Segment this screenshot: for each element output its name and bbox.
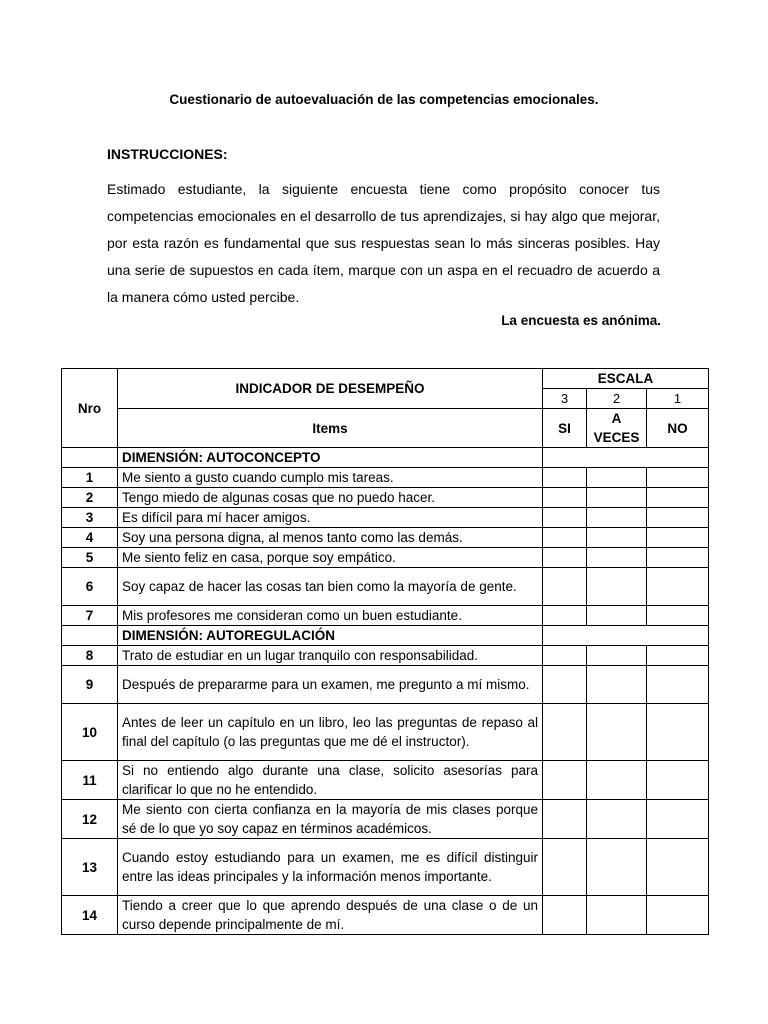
item-row <box>62 646 709 666</box>
answer-box-no[interactable] <box>647 839 709 896</box>
answer-box-no[interactable] <box>647 704 709 761</box>
answer-box-si[interactable] <box>543 606 587 626</box>
scale-label-no: NO <box>647 409 709 448</box>
answer-box-si[interactable] <box>543 666 587 704</box>
instructions-heading: INSTRUCCIONES: <box>107 146 228 162</box>
answer-box-a-veces[interactable] <box>587 468 647 488</box>
answer-box-si[interactable] <box>543 896 587 935</box>
item-number: 9 <box>62 666 118 704</box>
dimension-nro-cell <box>62 626 118 646</box>
dimension-scale-cell <box>543 448 709 468</box>
answer-box-si[interactable] <box>543 468 587 488</box>
answer-box-no[interactable] <box>647 528 709 548</box>
dimension-scale-cell <box>543 626 709 646</box>
item-text: Después de prepararme para un examen, me pregunto a mí mismo. <box>118 666 543 704</box>
scale-number-no: 1 <box>647 389 709 409</box>
header-indicator: INDICADOR DE DESEMPEÑO <box>118 369 543 409</box>
answer-box-no[interactable] <box>647 800 709 839</box>
item-row <box>62 508 709 528</box>
answer-box-no[interactable] <box>647 568 709 606</box>
answer-box-no[interactable] <box>647 606 709 626</box>
answer-box-si[interactable] <box>543 488 587 508</box>
item-number: 3 <box>62 508 118 528</box>
item-text: Soy una persona digna, al menos tanto como las demás. <box>118 528 543 548</box>
item-row <box>62 528 709 548</box>
item-number: 8 <box>62 646 118 666</box>
answer-box-si[interactable] <box>543 761 587 800</box>
answer-box-a-veces[interactable] <box>587 488 647 508</box>
item-number: 5 <box>62 548 118 568</box>
item-row <box>62 896 709 935</box>
item-text: Me siento con cierta confianza en la mayoría de mis clases porque sé de lo que yo soy capaz en términos académicos. <box>118 800 543 839</box>
item-row <box>62 666 709 704</box>
answer-box-si[interactable] <box>543 646 587 666</box>
header-nro: Nro <box>62 369 118 448</box>
scale-number-si: 3 <box>543 389 587 409</box>
answer-box-a-veces[interactable] <box>587 646 647 666</box>
item-number: 11 <box>62 761 118 800</box>
answer-box-a-veces[interactable] <box>587 800 647 839</box>
answer-box-no[interactable] <box>647 508 709 528</box>
item-number: 2 <box>62 488 118 508</box>
item-row <box>62 488 709 508</box>
answer-box-a-veces[interactable] <box>587 666 647 704</box>
item-row <box>62 568 709 606</box>
item-row <box>62 606 709 626</box>
item-number: 1 <box>62 468 118 488</box>
answer-box-a-veces[interactable] <box>587 606 647 626</box>
scale-label-si: SI <box>543 409 587 448</box>
item-text: Tiendo a creer que lo que aprendo después de una clase o de un curso depende principalmente de mí. <box>118 896 543 935</box>
answer-box-no[interactable] <box>647 548 709 568</box>
answer-box-a-veces[interactable] <box>587 528 647 548</box>
item-number: 6 <box>62 568 118 606</box>
item-text: Soy capaz de hacer las cosas tan bien como la mayoría de gente. <box>118 568 543 606</box>
item-row <box>62 761 709 800</box>
dimension-row <box>62 448 709 468</box>
answer-box-no[interactable] <box>647 896 709 935</box>
answer-box-no[interactable] <box>647 646 709 666</box>
answer-box-si[interactable] <box>543 528 587 548</box>
answer-box-a-veces[interactable] <box>587 508 647 528</box>
item-text: Antes de leer un capítulo en un libro, leo las preguntas de repaso al final del capítulo (o las preguntas que me dé el instructor). <box>118 704 543 761</box>
item-number: 10 <box>62 704 118 761</box>
header-items: Items <box>118 409 543 448</box>
item-row <box>62 704 709 761</box>
item-row <box>62 839 709 896</box>
item-text: Mis profesores me consideran como un buen estudiante. <box>118 606 543 626</box>
item-text: Es difícil para mí hacer amigos. <box>118 508 543 528</box>
answer-box-no[interactable] <box>647 666 709 704</box>
scale-number-a-veces: 2 <box>587 389 647 409</box>
answer-box-si[interactable] <box>543 568 587 606</box>
item-text: Me siento a gusto cuando cumplo mis tareas. <box>118 468 543 488</box>
item-text: Si no entiendo algo durante una clase, solicito asesorías para clarificar lo que no he entendido. <box>118 761 543 800</box>
item-row <box>62 548 709 568</box>
answer-box-si[interactable] <box>543 508 587 528</box>
answer-box-a-veces[interactable] <box>587 568 647 606</box>
dimension-row <box>62 626 709 646</box>
answer-box-no[interactable] <box>647 488 709 508</box>
item-text: Cuando estoy estudiando para un examen, me es difícil distinguir entre las ideas principales y la información menos importante. <box>118 839 543 896</box>
dimension-nro-cell <box>62 448 118 468</box>
dimension-title: DIMENSIÓN: AUTOREGULACIÓN <box>118 626 543 646</box>
answer-box-si[interactable] <box>543 800 587 839</box>
item-row <box>62 468 709 488</box>
survey-table <box>61 368 709 935</box>
answer-box-si[interactable] <box>543 548 587 568</box>
answer-box-a-veces[interactable] <box>587 896 647 935</box>
item-text: Me siento feliz en casa, porque soy empático. <box>118 548 543 568</box>
answer-box-a-veces[interactable] <box>587 548 647 568</box>
item-number: 12 <box>62 800 118 839</box>
item-number: 7 <box>62 606 118 626</box>
header-scale: ESCALA <box>543 369 709 389</box>
item-number: 13 <box>62 839 118 896</box>
item-number: 14 <box>62 896 118 935</box>
answer-box-a-veces[interactable] <box>587 761 647 800</box>
answer-box-no[interactable] <box>647 468 709 488</box>
instructions-text: Estimado estudiante, la siguiente encuesta tiene como propósito conocer tus competencias emocionales en el desarrollo de tus aprendizajes, si hay algo que mejorar, por esta razón es fundamental que sus respuestas sean lo más sinceras posibles. Hay una serie de supuestos en cada ítem, marque con un aspa en el recuadro de acuerdo a la manera cómo usted percibe. <box>107 181 660 305</box>
item-number: 4 <box>62 528 118 548</box>
answer-box-si[interactable] <box>543 704 587 761</box>
answer-box-si[interactable] <box>543 839 587 896</box>
answer-box-a-veces[interactable] <box>587 839 647 896</box>
dimension-title: DIMENSIÓN: AUTOCONCEPTO <box>118 448 543 468</box>
item-text: Trato de estudiar en un lugar tranquilo con responsabilidad. <box>118 646 543 666</box>
answer-box-a-veces[interactable] <box>587 704 647 761</box>
document-title: Cuestionario de autoevaluación de las competencias emocionales. <box>169 92 599 107</box>
item-text: Tengo miedo de algunas cosas que no puedo hacer. <box>118 488 543 508</box>
answer-box-no[interactable] <box>647 761 709 800</box>
scale-label-a-veces: A VECES <box>587 409 647 448</box>
anonymous-note: La encuesta es anónima. <box>501 313 661 328</box>
item-row <box>62 800 709 839</box>
